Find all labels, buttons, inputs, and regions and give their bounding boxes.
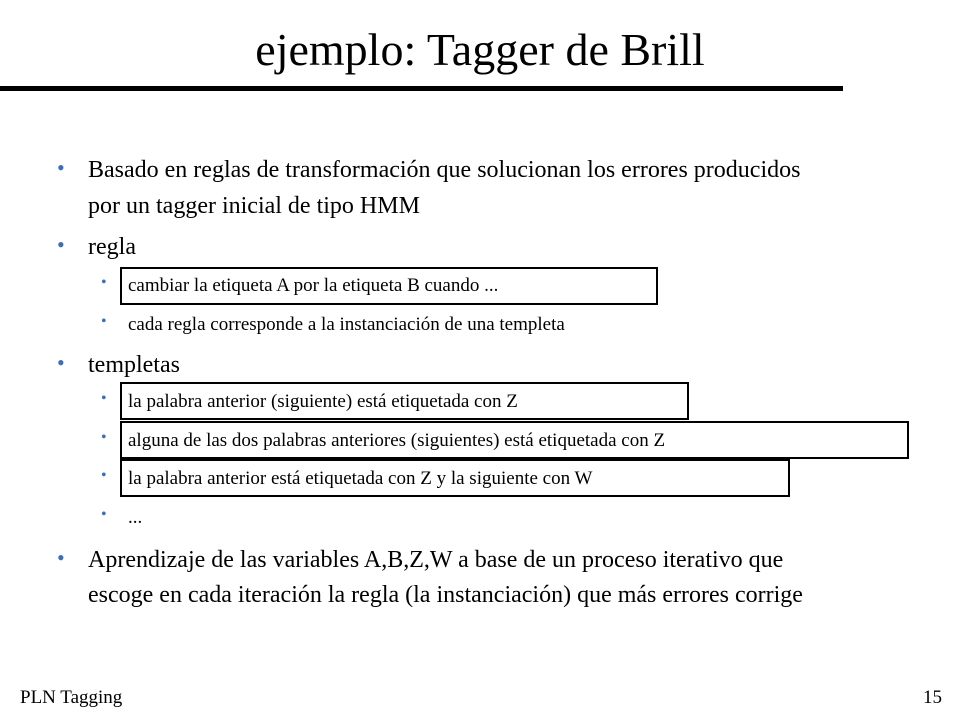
bullet-4-line-2: escoge en cada iteración la regla (la instanciación) que más errores corrige [88,582,803,608]
sub-bullet-marker: • [101,467,107,484]
footer-title: PLN Tagging [20,687,123,708]
bullet-marker: • [57,350,65,375]
title-underline [0,86,843,91]
templeta-item-3: la palabra anterior está etiquetada con Z y la siguiente con W [128,468,593,489]
regla-item-2: cada regla corresponde a la instanciación de una templeta [128,314,565,335]
page-number: 15 [923,687,942,708]
bullet-1-line-2: por un tagger inicial de tipo HMM [88,193,420,219]
sub-bullet-marker: • [101,506,107,523]
slide-title: ejemplo: Tagger de Brill [255,24,705,75]
bullet-1-line-1: Basado en reglas de transformación que solucionan los errores producidos [88,157,801,183]
templeta-item-2: alguna de las dos palabras anteriores (siguientes) está etiquetada con Z [128,430,666,451]
bullet-regla: regla [88,234,136,260]
regla-item-1: cambiar la etiqueta A por la etiqueta B cuando ... [128,275,499,296]
bullet-marker: • [57,545,65,570]
templeta-item-4: ... [128,507,143,528]
sub-bullet-marker: • [101,313,107,330]
sub-bullet-marker: • [101,390,107,407]
bullet-templetas: templetas [88,352,180,378]
bullet-4-line-1: Aprendizaje de las variables A,B,Z,W a base de un proceso iterativo que [88,547,784,573]
bullet-marker: • [57,232,65,257]
bullet-marker: • [57,155,65,180]
templeta-item-1: la palabra anterior (siguiente) está etiquetada con Z [128,391,518,412]
sub-bullet-marker: • [101,429,107,446]
sub-bullet-marker: • [101,274,107,291]
